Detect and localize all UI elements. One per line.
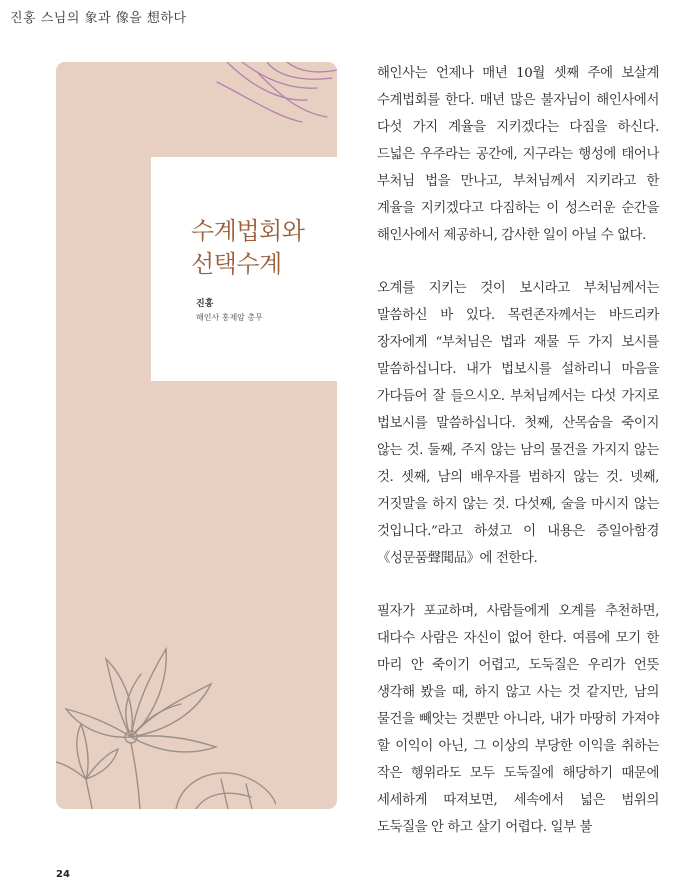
running-header: 진홍 스님의 象과 像을 想하다: [10, 11, 187, 26]
page-number: 24: [56, 869, 70, 880]
article-title: 수계법회와 선택수계: [191, 217, 305, 278]
lotus-flower-bottom-icon: [56, 619, 276, 809]
article-body: [377, 60, 659, 867]
body-paragraph: 해인사는 언제나 매년 10월 셋째 주에 보살계 수계법회를 한다. 매년 많은 불자님이 해인사에서 다섯 가지 계율을 지키겠다는 다짐을 하신다. 드넓은 우주라는 공간에, 지구라는 행성에 태어나 부처님 법을 만나고, 부처님께서 지키라고 한 계율을 지키겠다고 다짐하는 이 성스러운 순간을 해인사에서 제공하니, 감사한 일이 아닐 수 없다.: [377, 66, 659, 243]
author-role: 해인사 홍제암 총무: [196, 313, 263, 322]
author-name: 진홍: [196, 299, 214, 309]
lotus-flower-top-icon: [207, 62, 337, 132]
body-paragraph: 필자가 포교하며, 사람들에게 오계를 추천하면, 대다수 사람은 자신이 없어 한다. 여름에 모기 한 마리 안 죽이기 어렵고, 도둑질은 우리가 언뜻 생각해 봤을 때, 하지 않고 사는 것 같지만, 남의 물건을 빼앗는 것뿐만 아니라, 내가 마땅히 가져야 할 이익이 아닌, 그 이상의 부당한 이익을 취하는 작은 행위라도 모두 도둑질에 해당하기 때문에 세세하게 따져보면, 세속에서 넓은 범위의 도둑질을 안 하고 살기 어렵다. 일부 불: [377, 604, 659, 835]
body-paragraph: 오계를 지키는 것이 보시라고 부처님께서는 말씀하신 바 있다. 목련존자께서는 바드리카 장자에게 “부처님은 법과 재물 두 가지 보시를 말씀하십니다. 내가 법보시를 설하리니 마음을 가다듬어 잘 들으시오. 부처님께서는 다섯 가지로 법보시를 말씀하십니다. 첫째, 산목숨을 죽이지 않는 것. 둘째, 주지 않는 남의 물건을 가지지 않는 것. 셋째, 남의 배우자를 범하지 않는 것. 넷째, 거짓말을 하지 않는 것. 다섯째, 술을 마시지 않는 것입니다.”라고 하셨고 이 내용은 증일아함경《성문품聲聞品》에 전한다.: [377, 281, 659, 566]
title-card: [151, 157, 337, 381]
